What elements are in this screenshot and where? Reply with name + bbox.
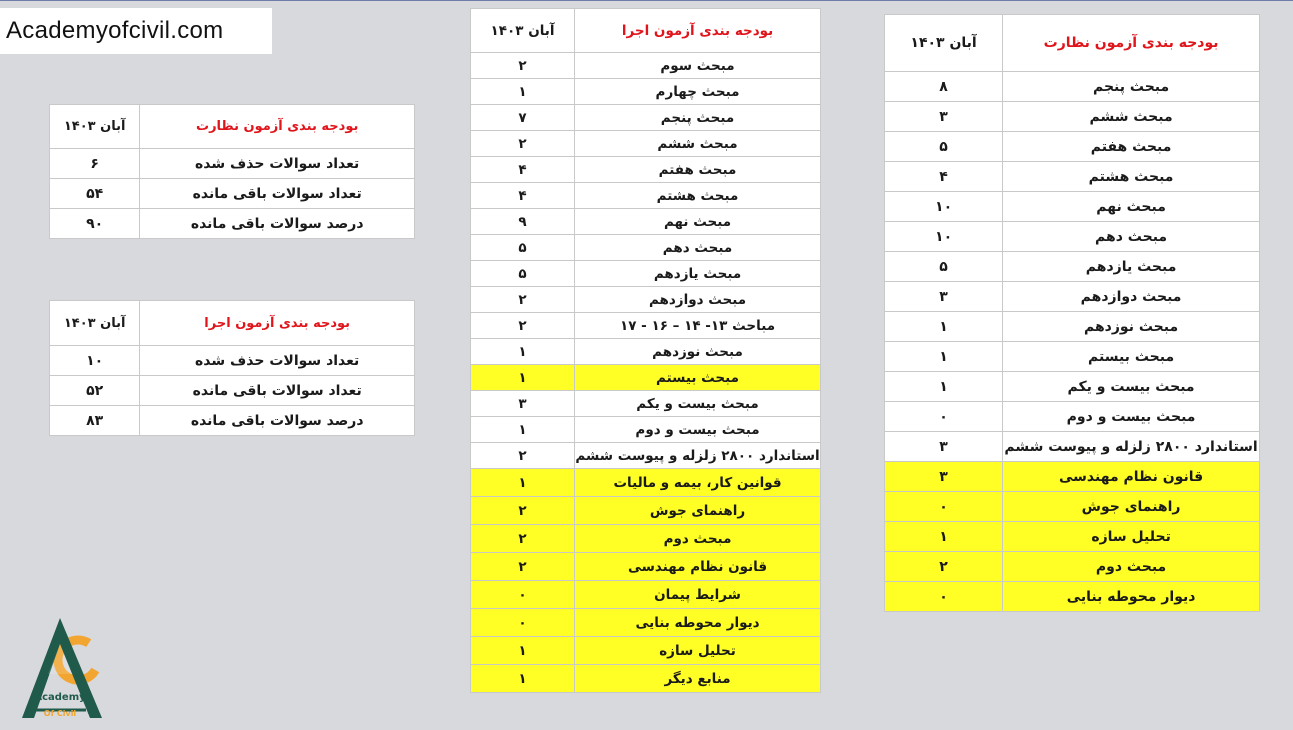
table-row xyxy=(471,157,821,183)
table-row xyxy=(471,553,821,581)
row-label: مبحث دهم xyxy=(1003,222,1260,252)
row-value: ۱۰ xyxy=(885,222,1003,252)
table-row xyxy=(471,183,821,209)
row-label: درصد سوالات باقی مانده xyxy=(140,406,415,436)
row-label: تحلیل سازه xyxy=(575,637,821,665)
row-value: ۵ xyxy=(471,235,575,261)
row-value: ۰ xyxy=(885,582,1003,612)
table-row xyxy=(885,162,1260,192)
row-label: قانون نظام مهندسی xyxy=(575,553,821,581)
table-title: بودجه بندی آزمون اجرا xyxy=(575,9,821,53)
row-label: قوانین کار، بیمه و مالیات xyxy=(575,469,821,497)
row-value: ۹۰ xyxy=(50,209,140,239)
table-row xyxy=(471,391,821,417)
row-value: ۲ xyxy=(471,525,575,553)
table-row xyxy=(471,637,821,665)
execution-budget-table xyxy=(470,8,821,693)
row-value: ۲ xyxy=(471,287,575,313)
row-label: مبحث بیست و یکم xyxy=(575,391,821,417)
table-row xyxy=(50,179,415,209)
row-label: مبحث یازدهم xyxy=(575,261,821,287)
row-value: ۵ xyxy=(471,261,575,287)
row-label: مبحث هشتم xyxy=(1003,162,1260,192)
row-value: ۹ xyxy=(471,209,575,235)
table-row xyxy=(50,346,415,376)
row-label: مبحث بیستم xyxy=(1003,342,1260,372)
table-row xyxy=(885,432,1260,462)
row-label: مبحث دوازدهم xyxy=(1003,282,1260,312)
row-label: دیوار محوطه بنایی xyxy=(575,609,821,637)
row-value: ۳ xyxy=(885,282,1003,312)
table-row xyxy=(471,497,821,525)
row-value: ۴ xyxy=(471,183,575,209)
row-value: ۲ xyxy=(471,53,575,79)
table-row xyxy=(471,581,821,609)
row-label: تعداد سوالات حذف شده xyxy=(140,149,415,179)
supervision-budget-table xyxy=(884,14,1260,612)
table-row xyxy=(471,469,821,497)
row-value: ۰ xyxy=(471,609,575,637)
table-row xyxy=(885,462,1260,492)
row-value: ۱ xyxy=(471,365,575,391)
table-row xyxy=(50,149,415,179)
row-value: ۲ xyxy=(471,497,575,525)
row-label: دیوار محوطه بنایی xyxy=(1003,582,1260,612)
row-label: مبحث هشتم xyxy=(575,183,821,209)
row-value: ۳ xyxy=(885,432,1003,462)
row-label: مبحث پنجم xyxy=(1003,72,1260,102)
row-value: ۱ xyxy=(885,522,1003,552)
row-value: ۱ xyxy=(885,372,1003,402)
row-value: ۱ xyxy=(471,417,575,443)
row-label: مبحث دوم xyxy=(1003,552,1260,582)
table-row xyxy=(471,53,821,79)
row-label: مبحث ششم xyxy=(575,131,821,157)
table-row xyxy=(885,102,1260,132)
table-period: آبان ۱۴۰۳ xyxy=(50,105,140,149)
table-row xyxy=(885,312,1260,342)
table-row xyxy=(50,209,415,239)
row-label: مبحث یازدهم xyxy=(1003,252,1260,282)
row-label: مبحث نهم xyxy=(1003,192,1260,222)
table-row xyxy=(471,131,821,157)
row-value: ۱ xyxy=(885,312,1003,342)
row-value: ۳ xyxy=(471,391,575,417)
row-value: ۱۰ xyxy=(885,192,1003,222)
table-row xyxy=(885,582,1260,612)
row-value: ۱ xyxy=(471,637,575,665)
logo-text-line1: Academy xyxy=(34,692,86,703)
row-value: ۲ xyxy=(471,131,575,157)
table-title: بودجه بندی آزمون نظارت xyxy=(140,105,415,149)
row-value: ۲ xyxy=(885,552,1003,582)
row-label: قانون نظام مهندسی xyxy=(1003,462,1260,492)
table-row xyxy=(471,609,821,637)
row-value: ۴ xyxy=(471,157,575,183)
table-row xyxy=(885,132,1260,162)
row-label: استاندارد ۲۸۰۰ زلزله و پیوست ششم xyxy=(1003,432,1260,462)
table-header xyxy=(50,301,415,346)
table-row xyxy=(471,339,821,365)
row-value: ۱ xyxy=(471,665,575,693)
table-row xyxy=(885,222,1260,252)
table-row xyxy=(471,313,821,339)
row-label: مبحث چهارم xyxy=(575,79,821,105)
table-row xyxy=(471,235,821,261)
table-title: بودجه بندی آزمون اجرا xyxy=(140,301,415,346)
row-label: مبحث بیست و دوم xyxy=(575,417,821,443)
row-label: درصد سوالات باقی مانده xyxy=(140,209,415,239)
table-row xyxy=(885,522,1260,552)
row-value: ۱ xyxy=(471,79,575,105)
row-label: مبحث ششم xyxy=(1003,102,1260,132)
table-row xyxy=(471,417,821,443)
academy-logo xyxy=(20,616,104,720)
table-row xyxy=(885,372,1260,402)
row-label: تحلیل سازه xyxy=(1003,522,1260,552)
table-row xyxy=(471,365,821,391)
row-value: ۵ xyxy=(885,132,1003,162)
supervision-summary-table xyxy=(49,104,415,239)
table-row xyxy=(471,525,821,553)
row-value: ۸ xyxy=(885,72,1003,102)
table-row xyxy=(50,406,415,436)
table-header xyxy=(471,9,821,53)
row-value: ۱ xyxy=(471,339,575,365)
table-row xyxy=(471,287,821,313)
logo-text-line2: Of Civil xyxy=(43,709,77,718)
top-divider xyxy=(0,0,1293,1)
table-row xyxy=(885,252,1260,282)
row-label: مبحث دوم xyxy=(575,525,821,553)
row-value: ۴ xyxy=(885,162,1003,192)
row-value: ۵ xyxy=(885,252,1003,282)
row-label: مبحث هفتم xyxy=(1003,132,1260,162)
row-label: مبحث دهم xyxy=(575,235,821,261)
row-label: شرایط پیمان xyxy=(575,581,821,609)
row-label: منابع دیگر xyxy=(575,665,821,693)
row-value: ۶ xyxy=(50,149,140,179)
table-row xyxy=(885,72,1260,102)
row-value: ۱ xyxy=(885,342,1003,372)
site-brand[interactable]: Academyofcivil.com xyxy=(0,8,272,54)
row-label: تعداد سوالات باقی مانده xyxy=(140,376,415,406)
row-label: مبحث هفتم xyxy=(575,157,821,183)
table-row xyxy=(50,376,415,406)
row-value: ۱ xyxy=(471,469,575,497)
table-row xyxy=(471,665,821,693)
row-label: راهنمای جوش xyxy=(575,497,821,525)
table-row xyxy=(885,552,1260,582)
row-value: ۰ xyxy=(471,581,575,609)
table-row xyxy=(471,209,821,235)
row-label: مبحث نهم xyxy=(575,209,821,235)
table-row xyxy=(471,79,821,105)
execution-summary-table xyxy=(49,300,415,436)
table-row xyxy=(885,282,1260,312)
table-row xyxy=(885,342,1260,372)
table-row xyxy=(885,402,1260,432)
row-label: مبحث دوازدهم xyxy=(575,287,821,313)
row-value: ۸۳ xyxy=(50,406,140,436)
row-value: ۰ xyxy=(885,402,1003,432)
row-value: ۵۴ xyxy=(50,179,140,209)
row-value: ۷ xyxy=(471,105,575,131)
table-row xyxy=(471,443,821,469)
table-period: آبان ۱۴۰۳ xyxy=(50,301,140,346)
table-row xyxy=(471,105,821,131)
row-label: مبحث نوزدهم xyxy=(1003,312,1260,342)
table-period: آبان ۱۴۰۳ xyxy=(471,9,575,53)
table-row xyxy=(885,192,1260,222)
table-title: بودجه بندی آزمون نظارت xyxy=(1003,15,1260,72)
row-label: مباحث ۱۳- ۱۴ – ۱۶ - ۱۷ xyxy=(575,313,821,339)
row-label: مبحث بیست و دوم xyxy=(1003,402,1260,432)
row-label: مبحث سوم xyxy=(575,53,821,79)
table-row xyxy=(471,261,821,287)
row-value: ۱۰ xyxy=(50,346,140,376)
row-value: ۳ xyxy=(885,462,1003,492)
table-header xyxy=(885,15,1260,72)
row-label: مبحث بیستم xyxy=(575,365,821,391)
row-value: ۰ xyxy=(885,492,1003,522)
row-label: تعداد سوالات حذف شده xyxy=(140,346,415,376)
row-value: ۵۲ xyxy=(50,376,140,406)
table-row xyxy=(885,492,1260,522)
row-label: مبحث نوزدهم xyxy=(575,339,821,365)
row-value: ۲ xyxy=(471,443,575,469)
table-period: آبان ۱۴۰۳ xyxy=(885,15,1003,72)
row-value: ۲ xyxy=(471,553,575,581)
row-label: مبحث بیست و یکم xyxy=(1003,372,1260,402)
row-value: ۲ xyxy=(471,313,575,339)
row-label: تعداد سوالات باقی مانده xyxy=(140,179,415,209)
table-header xyxy=(50,105,415,149)
row-value: ۳ xyxy=(885,102,1003,132)
logo-graphic xyxy=(20,616,104,720)
row-label: مبحث پنجم xyxy=(575,105,821,131)
row-label: راهنمای جوش xyxy=(1003,492,1260,522)
row-label: استاندارد ۲۸۰۰ زلزله و پیوست ششم xyxy=(575,443,821,469)
